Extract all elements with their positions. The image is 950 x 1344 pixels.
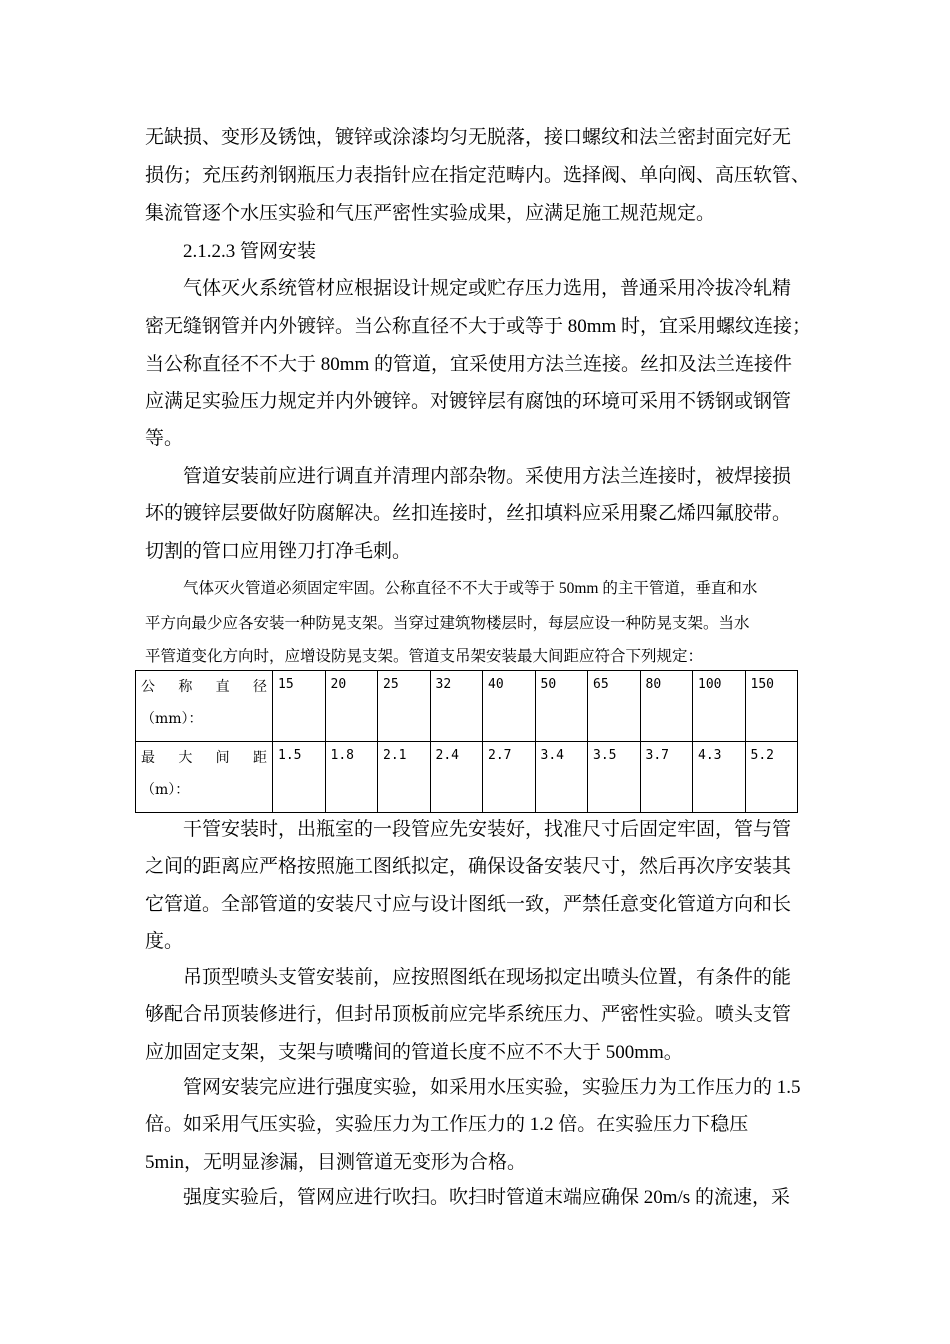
paragraph-line: 强度实验后，管网应进行吹扫。吹扫时管道末端应确保 20m/s 的流速，采	[183, 1187, 790, 1208]
section-heading: 2.1.2.3 管网安装	[183, 241, 317, 262]
paragraph-line: 应加固定支架，支架与喷嘴间的管道长度不应不不大于 500mm。	[145, 1042, 683, 1063]
row-label-diameter: 公 称 直 径 （mm）：	[136, 671, 273, 742]
paragraph-line: 管网安装完应进行强度实验，如采用水压实验，实验压力为工作压力的 1.5	[183, 1077, 801, 1098]
table-cell: 3.5	[588, 742, 641, 813]
paragraph-line: 集流管逐个水压实验和气压严密性实验成果，应满足施工规范规定。	[145, 203, 716, 224]
table-cell: 2.4	[430, 742, 483, 813]
paragraph-line: 平管道变化方向时，应增设防晃支架。管道支吊架安装最大间距应符合下列规定：	[145, 648, 704, 665]
table-cell: 15	[273, 671, 326, 742]
table-cell: 100	[693, 671, 746, 742]
paragraph-line: 5min，无明显渗漏，目测管道无变形为合格。	[145, 1152, 527, 1173]
table-cell: 20	[325, 671, 378, 742]
paragraph-line: 干管安装时，出瓶室的一段管应先安装好，找准尺寸后固定牢固，管与管	[183, 819, 792, 840]
table-cell: 50	[535, 671, 588, 742]
paragraph-line: 当公称直径不不大于 80mm 的管道，宜采使用方法兰连接。丝扣及法兰连接件	[145, 354, 793, 375]
support-spacing-table	[135, 670, 798, 813]
paragraph-line: 管道安装前应进行调直并清理内部杂物。采使用方法兰连接时，被焊接损	[183, 466, 792, 487]
paragraph-line: 切割的管口应用锉刀打净毛刺。	[145, 541, 412, 562]
table-cell: 25	[378, 671, 431, 742]
table-cell: 150	[745, 671, 798, 742]
table-cell: 3.4	[535, 742, 588, 813]
table-cell: 2.1	[378, 742, 431, 813]
row-label-spacing: 最 大 间 距 （m）：	[136, 742, 273, 813]
paragraph-line: 度。	[145, 931, 184, 952]
paragraph-line: 等。	[145, 428, 184, 449]
paragraph-line: 倍。如采用气压实验，实验压力为工作压力的 1.2 倍。在实验压力下稳压	[145, 1114, 749, 1135]
table-cell: 1.8	[325, 742, 378, 813]
table-cell: 5.2	[745, 742, 798, 813]
table-row	[136, 742, 798, 813]
table-cell: 40	[483, 671, 536, 742]
paragraph-line: 气体灭火管道必须固定牢固。公称直径不不大于或等于 50mm 的主干管道，垂直和水	[183, 580, 758, 597]
table-cell: 65	[588, 671, 641, 742]
table-cell: 2.7	[483, 742, 536, 813]
paragraph-line: 密无缝钢管并内外镀锌。当公称直径不大于或等于 80mm 时，宜采用螺纹连接；	[145, 316, 812, 337]
table-cell: 3.7	[640, 742, 693, 813]
table-cell: 4.3	[693, 742, 746, 813]
paragraph-line: 之间的距离应严格按照施工图纸拟定，确保设备安装尺寸，然后再次序安装其	[145, 856, 792, 877]
table-cell: 32	[430, 671, 483, 742]
table-cell: 80	[640, 671, 693, 742]
paragraph-line: 它管道。全部管道的安装尺寸应与设计图纸一致，严禁任意变化管道方向和长	[145, 894, 792, 915]
paragraph-line: 气体灭火系统管材应根据设计规定或贮存压力选用，普通采用冷拔冷轧精	[183, 278, 792, 299]
table-cell: 1.5	[273, 742, 326, 813]
paragraph-line: 损伤；充压药剂钢瓶压力表指针应在指定范畴内。选择阀、单向阀、高压软管、	[145, 165, 811, 186]
paragraph-line: 吊顶型喷头支管安装前，应按照图纸在现场拟定出喷头位置，有条件的能	[183, 967, 792, 988]
paragraph-line: 平方向最少应各安装一种防晃支架。当穿过建筑物楼层时，每层应设一种防晃支架。当水	[145, 615, 750, 632]
paragraph-line: 应满足实验压力规定并内外镀锌。对镀锌层有腐蚀的环境可采用不锈钢或钢管	[145, 391, 792, 412]
paragraph-line: 够配合吊顶装修进行，但封吊顶板前应完毕系统压力、严密性实验。喷头支管	[145, 1004, 792, 1025]
table-row	[136, 671, 798, 742]
paragraph-line: 坏的镀锌层要做好防腐解决。丝扣连接时，丝扣填料应采用聚乙烯四氟胶带。	[145, 503, 792, 524]
paragraph-line: 无缺损、变形及锈蚀，镀锌或涂漆均匀无脱落，接口螺纹和法兰密封面完好无	[145, 127, 792, 148]
